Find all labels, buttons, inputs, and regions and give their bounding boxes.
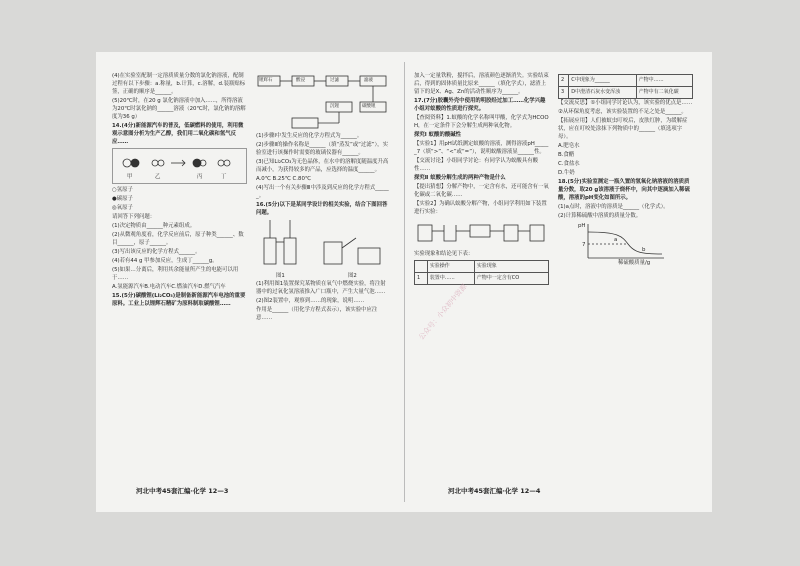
graph-point-b: b [642,247,646,253]
watermark-text: 公众号：小众初中资源 [417,282,469,342]
question-15-4: (4)写出一个有关步骤Ⅲ中涉及到反应的化学方程式______。 [256,185,389,199]
question-16: 16.(5分)以下是某同学设计的相关实验，结合下图回答问题。 [256,202,388,216]
flow-label-2: 酸浸 [296,78,305,83]
graph-x-label: 稀硫酸质量/g [618,260,651,266]
table-cell: C中现象为______ [569,75,636,87]
experiment-apparatus [414,217,549,247]
table-intro: 实验现象和结论见下表： [414,251,474,257]
footer-left: 河北中考45套汇编·化学 12—3 [136,487,229,495]
table-cell: 1 [415,273,428,285]
table-cell: 2 [559,75,569,87]
footer-right: 河北中考45套汇编·化学 12—4 [448,487,541,495]
table-header-index [415,261,428,273]
question-15-2: (2)步骤Ⅱ的操作名称是______（填“蒸发”或“过滤”），实验室进行该操作时需要的玻璃仪器有______。 [256,142,388,156]
question-15-1: (1)步骤Ⅰ中发生反应的化学方程式为______。 [256,133,363,139]
question-14-1: (1)决定物质由______种元素组成。 [112,223,196,229]
question-16-3: 作用是______（用化学方程式表示），该实验中应注意…… [256,307,378,321]
question-14-2: (2)从微观角度看，化学反应前后，原子种类______、数目______，原子______。 [112,232,244,246]
exam-sheet [96,52,712,512]
apparatus-diagram [256,218,391,274]
results-table [414,260,549,285]
table-cell: 产物中一定含有CO [474,273,548,285]
question-15-3-options: A.0℃ B.25℃ C.80℃ [256,176,311,182]
question-14-4: (4)若有44 g 甲参加反应，生成丁______g。 [112,258,218,264]
legend-carbon: ●碳原子 [112,196,133,202]
table-cell: D中澄清石灰水变浑浊 [569,87,636,99]
hypothesis: 【提出猜想】分解产物中，一定含有水，还可能含有一氧化碳或二氧化碳…… [414,184,549,198]
graph-y-label: pH [578,223,586,229]
question-18-2: (2)计算稀硫酸中溶质的质量分数。 [558,213,642,219]
question-15: 15.(5分)碳酸锂(Li₂CO₃)是制备新能源汽车电池的重要原料。工业上以锂辉石精矿为原料制取碳酸锂…… [112,293,246,307]
question-18-1: (1)a点时，溶液中的溶质是______（化学式）。 [558,204,669,210]
legend-hydrogen: ○氢原子 [112,187,133,193]
table-cell: 装置中…… [427,273,474,285]
option-a: A.肥皂水 [558,143,580,149]
apparatus-figure [256,218,391,280]
question-14-options: A.氢能源汽车B.电动汽车C.燃油汽车D.燃气汽车 [112,284,226,290]
process-flow [256,72,391,132]
flow-label-1: 锂辉石 [259,78,273,83]
table-cell: 产物中…… [636,75,692,87]
inquiry-1-title: 探究Ⅰ 蚁酸的酸碱性 [414,132,462,138]
results-table-cont [558,74,693,99]
discussion-1: 【交流讨论】小组同学讨论：有同学认为蚁酸具有酸性…… [414,158,538,172]
figure-label-ding: 丁 [221,174,227,180]
question-17: 17.(7分)胶囊外壳中使用的明胶经过加工……化学兴趣小组对蚁酸的性质进行探究。 [414,98,546,112]
question-13-part4: (4)在实验室配制一定溶质质量分数的氯化钠溶液，配制过程有以下步骤：a.称量，b.计算，c.溶解，d.装瓶贴标签，正确的顺序是______。 [112,73,246,95]
question-15-3: (3)已知Li₂CO₃为无色晶体，在水中的溶解度随温度升高而减小，为获得较多的产品，应选择的温度______。 [256,159,389,173]
figure-label-jia: 甲 [127,174,133,180]
reference-info: 【查阅资料】1.蚁酸的化学名称叫甲酸，化学式为HCOOH，在一定条件下会分解生成两种氧化物。 [414,115,549,129]
column-4 [558,72,693,266]
flow-label-4: 滤液 [364,78,373,83]
page-divider [404,62,405,502]
option-d: D.牛奶 [558,170,575,176]
flow-label-3: 过滤 [330,78,339,83]
question-13-part5: (5)20℃时，在20 g 氯化钠溶液中加入......，所得溶液为20℃时氯化钠的______溶液（20℃时，氯化钠的溶解度为36 g） [112,98,246,120]
table-cell: 产物中有二氧化碳 [636,87,692,99]
reflection-1: 【交流反思】①小组同学讨论认为，该实验的优点是…… [558,100,693,106]
question-16-2: (2)图2装置中，观察到……的现象，说明…… [256,298,365,304]
column-1 [112,72,247,309]
figure-2-caption: 图2 [348,273,357,279]
legend-oxygen: ◎氧原子 [112,205,133,211]
figure-label-bing: 丙 [197,174,203,180]
graph-tick-7: 7 [582,242,586,248]
graph-point-a: a [614,237,618,243]
figure-1-caption: 图1 [276,273,285,279]
instruction: 请回答下列问题： [112,214,156,220]
reflection-2: ②从环保角度考虑，该实验装置的不足之处是______。 [558,109,687,115]
question-14-5: (5)如果…分离后，利用其余能量所产生的电能可以用于…… [112,267,239,281]
experiment-1: 【实验1】用pH试纸测定蚁酸的溶液，测得溶液pH______7（填“>”、“<”或“=”），说明蚁酸溶液显______性。 [414,141,549,155]
flow-label-5: 沉锂 [330,104,339,109]
table-header-operation: 实验操作 [427,261,474,273]
molecule-figure [112,148,247,184]
figure-label-yi: 乙 [155,174,161,180]
question-14-3: (3)写出该反应的化学方程式______。 [112,249,201,255]
inquiry-2-title: 探究Ⅱ 蚁酸分解生成的两种产物是什么 [414,175,506,181]
question-16-1: (1)利用图1装置探究某物质在氧气中燃烧实验，将注射器中的过氧化氢溶液推入广口瓶中，产生大量气泡…… [256,281,386,295]
column-3 [414,72,549,285]
table-header-result: 实验现象 [474,261,548,273]
column-2 [256,72,391,323]
flow-label-6: 碳酸锂 [362,104,376,109]
extension: 【拓展应用】人们被蚁虫叮咬后，皮肤红肿，为缓解症状，应在叮咬处涂抹下列物质中的______（填选项字母）。 [558,118,688,140]
question-18: 18.(5分)实验室测定一瓶久置的氢氧化钠溶液的溶质质量分数，取20 g该溶液于烧杯中，向其中逐滴加入稀硫酸，溶液的pH变化如图所示。 [558,179,690,201]
ph-graph [558,222,693,266]
option-b: B.食醋 [558,152,575,158]
question-14: 14.(4分)新能源汽车的普及，低碳燃料的使用，利用微观示意图分析为生产乙醇，我们用二氧化碳和氢气反应…… [112,123,244,145]
option-c: C.食盐水 [558,161,580,167]
question-16-cont: 加入一定量铁粉，搅拌后，溶液颜色逐渐消失。实验结束后，得到的固体质量比原来______（填化学式），滤渣上留下的是X、Ag、Zn的活动性顺序为______。 [414,73,549,95]
table-cell: 3 [559,87,569,99]
experiment-2: 【实验2】为确认蚁酸分解产物，小组同学利用如下装置进行实验： [414,201,547,215]
